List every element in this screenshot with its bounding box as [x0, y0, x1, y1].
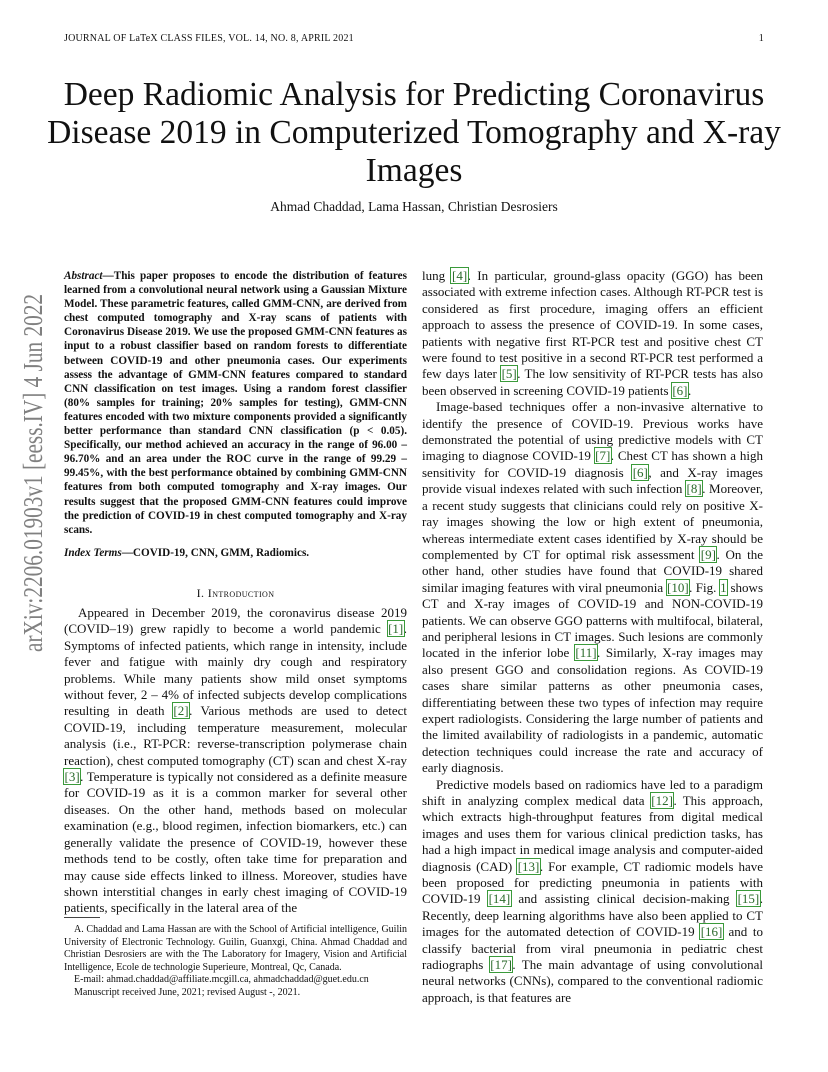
index-terms-label: Index Terms — [64, 547, 122, 559]
paragraph-text: . For example, CT radiomic models have been proposed for predicting pneumonia in patients with COVID-19 — [422, 858, 763, 907]
paragraph — [64, 605, 407, 917]
paragraph-text: . — [688, 382, 692, 398]
citation-link[interactable]: 1 — [720, 579, 727, 595]
arxiv-stamp[interactable] — [8, 294, 50, 656]
paragraph-text: . The main advantage of using convolutional neural networks (CNNs), compared to the conventional radiomic approach, is that features are — [422, 957, 763, 1005]
citation-link[interactable]: [15] — [737, 891, 760, 907]
paragraph-text: . Moreover, a recent study suggests that clinicians could rely on positive X-ray images showing the low or high extent of pneumonia, whereas intermediate extent cases identified by X-ray should be complemented by CT for optimal risk assessment — [422, 481, 763, 562]
footnote-rule — [64, 917, 100, 918]
intro-right-column — [422, 268, 763, 1006]
citation-link[interactable]: [5] — [501, 366, 517, 382]
arxiv-stamp-text: arXiv:2206.01903v1 [eess.IV] 4 Jun 2022 — [17, 294, 48, 652]
paragraph-text: . Similarly, X-ray images may also present GGO and consolidation regions. As COVID-19 cases share similar patterns as other pneumonia cases, differentiating between these two types of infection may require expert radiologists. Considering the large number of patients and the limited availability of radiologists in a pandemic, automatic detection techniques could increase the rate and accuracy of early diagnosis. — [422, 645, 763, 776]
arxiv-stamp-graphic — [8, 294, 50, 656]
paragraph-text: . The low sensitivity of RT-PCR tests has also been observed in screening COVID-19 patients — [422, 366, 763, 398]
footnote-email: E-mail: ahmad.chaddad@affiliate.mcgill.ca, ahmadchaddad@guet.edu.cn — [74, 974, 369, 986]
running-header — [64, 33, 764, 47]
paragraph-text: . Recently, deep learning algorithms have also been applied to CT images for the automated detection of COVID-19 — [422, 891, 763, 940]
citation-link[interactable]: [16] — [700, 924, 723, 940]
citation-link[interactable]: [11] — [575, 645, 597, 661]
abstract — [64, 269, 407, 537]
citation-link[interactable]: [1] — [388, 621, 404, 637]
citation-link[interactable]: [9] — [700, 546, 716, 562]
paragraph-text: shows CT and X-ray images of COVID-19 and NON-COVID-19 patients. We can observe GGO patterns with multifocal, bilateral, and peripheral lesions in CT images. Such lesions are commonly located in the inferior lobe — [422, 579, 764, 661]
section-heading-introduction: I. Introduction — [196, 586, 275, 600]
citation-link[interactable]: [8] — [686, 481, 702, 497]
paragraph-text: . In particular, ground-glass opacity (GGO) has been associated with extreme infection cases. Although RT-PCR test is considered as first procedure, imaging offers an efficient approach to assess the presence of COVID-19. In some cases, patients with negative first RT-PCR test and positive chest CT were found to test positive in a second RT-PCR test performed a few days later — [422, 268, 763, 382]
paragraph-text: Predictive models based on radiomics have led to a paradigm shift in analyzing complex medical data — [422, 776, 763, 808]
citation-link[interactable]: [13] — [517, 858, 540, 874]
paragraph-text: . Chest CT has shown a high sensitivity for COVID-19 diagnosis — [422, 448, 763, 480]
index-terms — [64, 546, 407, 560]
paragraph-text: . This approach, which extracts high-throughput features from digital medical images and uses them for various clinical prediction tasks, has had a high impact in medical image analysis and computer-aided diagnosis (CAD) — [422, 793, 763, 874]
paragraph-text: Appeared in December 2019, the coronavirus disease 2019 (COVID–19) grew rapidly to become a world pandemic — [64, 605, 407, 637]
abstract-text: This paper proposes to encode the distribution of features learned from a convolutional neural network using a Gaussian Mixture Model. These parametric features, called GMM-CNN, are derived from chest computed tomography and X-ray scans of patients with Coronavirus Disease 2019. We use the proposed GMM-CNN features as input to a robust classifier based on random forests to differentiate between COVID-19 and other pneumonia cases. Our experiments assess the advantage of GMM-CNN features compared to standard CNN classification on test images. Using a random forest classifier (80% samples for training; 20% samples for testing), GMM-CNN features encoded with two mixture components provided a significantly better performance than standard CNN classification (p < 0.05). Specifically, our method achieved an accuracy in the range of 96.00 – 96.70% and an area under the ROC curve in the range of 99.29 – 99.45%, with the best performance obtained by combining GMM-CNN features from both computed tomography and X-ray images. Our results suggest that the proposed GMM-CNN features could improve the prediction of COVID-19 in chest computed tomography and X-ray scans. — [64, 270, 407, 536]
index-terms-text: COVID-19, CNN, GMM, Radiomics. — [132, 547, 310, 559]
paragraph — [422, 777, 763, 1007]
paper-title: Deep Radiomic Analysis for Predicting Coronavirus Disease 2019 in Computerized Tomography and X-ray Images — [47, 76, 781, 189]
abstract-dash: — — [102, 270, 114, 282]
paragraph-text: . Symptoms of infected patients, which range in intensity, include fever and fatigue with mainly dry cough and respiratory problems. While many patients show mild onset symptoms without fever, 2 – 4% of infected subjects develop complications resulting in death — [64, 621, 407, 719]
journal-title: JOURNAL OF LaTeX CLASS FILES, VOL. 14, NO. 8, APRIL 2021 — [64, 33, 354, 44]
citation-link[interactable]: [6] — [672, 382, 688, 398]
footnote-affiliations: A. Chaddad and Lama Hassan are with the School of Artificial intelligence, Guilin University of Electronic Technology. Guilin, Guanxgi, China. Ahmad Chaddad and Christian Desrosiers are with the The Laboratory for Imagery, Vision and Artificial Intelligence, Ecole de technologie Superieure, Montreal, Qc, Canada. — [64, 924, 407, 973]
author-list: Ahmad Chaddad, Lama Hassan, Christian Desrosiers — [270, 199, 558, 214]
paragraph — [422, 399, 763, 776]
citation-link[interactable]: [12] — [651, 793, 673, 808]
citation-link[interactable]: [10] — [667, 579, 689, 595]
footnotes — [64, 924, 407, 1000]
page-number: 1 — [758, 33, 764, 44]
footnote-manuscript: Manuscript received June, 2021; revised August -, 2021. — [74, 986, 301, 998]
index-terms-dash: — — [121, 547, 133, 559]
citation-link[interactable]: [2] — [173, 703, 189, 719]
citation-link[interactable]: [14] — [488, 891, 511, 907]
citation-link[interactable]: [4] — [451, 268, 468, 283]
citation-link[interactable]: [17] — [490, 957, 512, 973]
citation-link[interactable]: [7] — [595, 448, 611, 464]
paragraph-text: lung — [422, 268, 452, 283]
paragraph-text: and assisting clinical decision-making — [510, 891, 738, 907]
paragraph-text: . Various methods are used to detect COVID-19, including temperature measurement, molecular analysis (i.e., RT-PCR: reverse-transcription polymerase chain reaction), chest computed tomography (CT) scan and chest X-ray — [64, 703, 407, 768]
paragraph-text: and to classify bacterial from viral pneumonia in pediatric chest radiographs — [422, 924, 763, 973]
paragraph-text: Image-based techniques offer a non-invasive alternative to identify the presence of COVID-19. Previous works have demonstrated the potential of using predictive models with CT imaging to diagnose COVID-19 — [422, 399, 763, 464]
paragraph-text: . Fig. — [689, 579, 720, 595]
citation-link[interactable]: [6] — [632, 464, 648, 480]
paragraph — [422, 268, 763, 399]
paragraph-text: , and X-ray images provide visual indexes related with such infection — [422, 464, 763, 497]
citation-link[interactable]: [3] — [64, 769, 80, 785]
paragraph-text: . Temperature is typically not considered as a definite measure for COVID-19 as it is a common marker for several other diseases. On the other hand, methods based on molecular examination (e.g., blood regimen, infection biomarkers, etc.) can generally validate the presence of COVID-19, however these methods tend to be costly, often take time for preparation and may cause side effects linked to illness. Moreover, studies have shown interstitial changes in early chest imaging of COVID-19 patients, specifically in the lateral area of the — [64, 769, 407, 916]
intro-left-column — [64, 605, 407, 917]
paragraph-text: . On the other hand, other studies have found that COVID-19 shared similar imaging features with viral pneumonia — [422, 546, 763, 595]
abstract-label: Abstract — [64, 270, 103, 282]
